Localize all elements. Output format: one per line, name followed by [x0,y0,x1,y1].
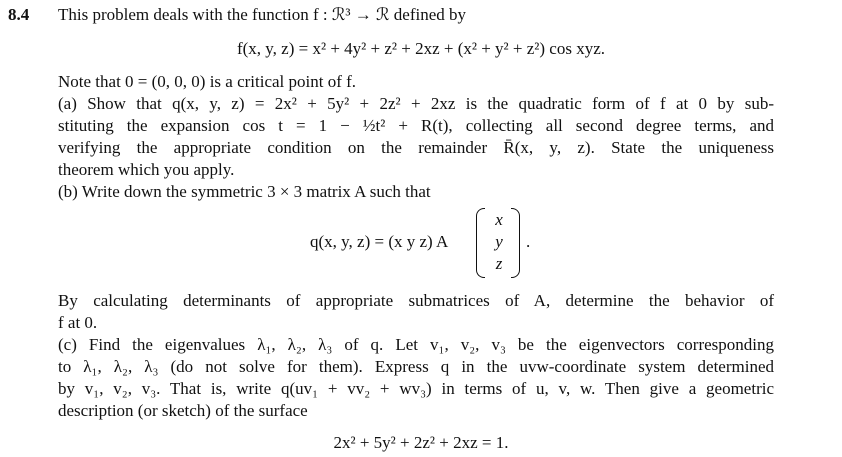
part-c-line-1: (c) Find the eigenvalues λ₁, λ₂, λ₃ of q. Let v₁, v₂, v₃ be the eigenvectors corresponding [58,335,774,354]
part-b-tail-line-2: f at 0. [58,313,98,332]
part-a-line-1: (a) Show that q(x, y, z) = 2x² + 5y² + 2z² + 2xz is the quadratic form of f at 0 by sub- [58,94,774,113]
problem-intro: This problem deals with the function f : ℛ³ → ℛ defined by [58,5,467,24]
matrix-equation-suffix: . [526,232,531,251]
part-c-line-3: by v₁, v₂, v₃. That is, write q(uv₁ + vv₂ + wv₃) in terms of u, v, w. Then give a geometric [58,379,774,398]
part-b-tail-line-1: By calculating determinants of appropriate submatrices of A, determine the behavior of [58,291,774,310]
problem-number: 8.4 [8,5,30,24]
part-c-line-2: to λ₁, λ₂, λ₃ (do not solve for them). Express q in the uvw-coordinate system determined [58,357,774,376]
matrix-equation-prefix: q(x, y, z) = (x y z) A [310,232,449,251]
left-parenthesis [476,208,485,278]
part-a-line-4: theorem which you apply. [58,160,235,179]
vector-x: x [495,210,503,229]
critical-point-note: Note that 0 = (0, 0, 0) is a critical point of f. [58,72,357,91]
function-definition: f(x, y, z) = x² + 4y² + z² + 2xz + (x² + y² + z²) cos xyz. [236,39,606,58]
right-parenthesis [511,208,520,278]
vector-z: z [495,254,503,273]
part-a-line-3: verifying the appropriate condition on the remainder R̄(x, y, z). State the uniqueness [58,138,774,157]
column-vector [476,208,520,276]
vector-y: y [495,232,503,251]
surface-equation: 2x² + 5y² + 2z² + 2xz = 1. [333,433,509,452]
part-a-line-2: stituting the expansion cos t = 1 − ½t² + R(t), collecting all second degree terms, and [58,116,774,135]
part-b-intro: (b) Write down the symmetric 3 × 3 matrix A such that [58,182,431,201]
part-c-line-4: description (or sketch) of the surface [58,401,308,420]
